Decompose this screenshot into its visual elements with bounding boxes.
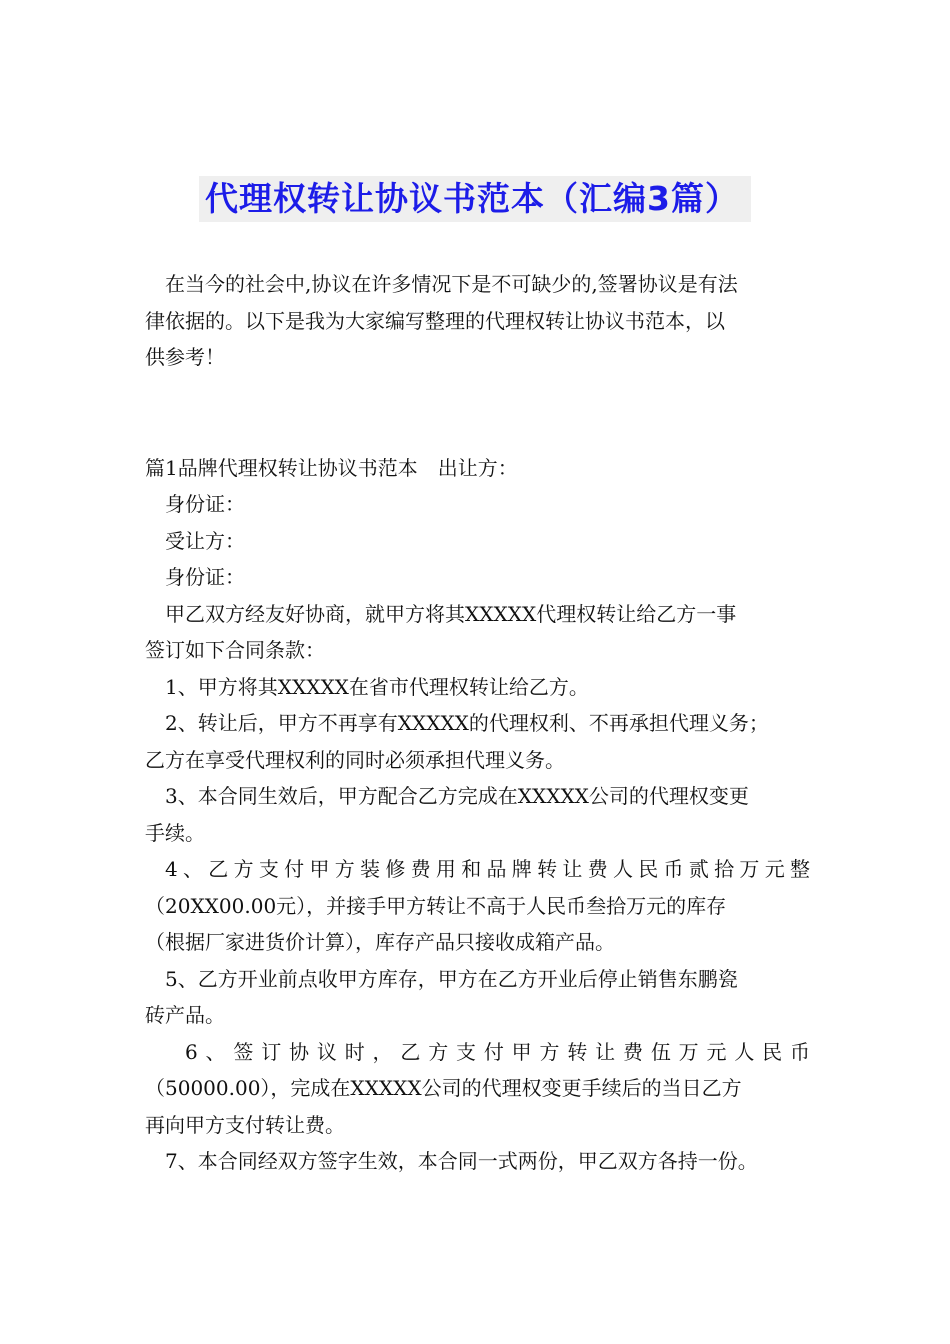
field-id-card-1: 身份证：	[165, 492, 245, 516]
clause-line: 6、签订协议时，乙方支付甲方转让费伍万元人民币	[185, 1039, 810, 1064]
clause-line: 签订如下合同条款：	[145, 638, 325, 662]
field-id-card-2: 身份证：	[165, 565, 245, 589]
clause-3	[145, 778, 810, 851]
section-heading: 篇1品牌代理权转让协议书范本 出让方：	[145, 455, 518, 480]
clause-line: （50000.00），完成在XXXXX公司的代理权变更手续后的当日乙方	[145, 1076, 742, 1100]
intro-paragraph	[145, 266, 810, 376]
intro-line: 供参考！	[145, 345, 225, 369]
intro-line: 律依据的。以下是我为大家编写整理的代理权转让协议书范本，以	[145, 308, 725, 333]
clause-line: （20XX00.00元），并接手甲方转让不高于人民币叁拾万元的库存	[145, 893, 727, 918]
clause-preamble	[145, 596, 810, 669]
clause-4	[145, 851, 810, 961]
clause-2	[145, 705, 810, 778]
clause-1	[145, 669, 810, 706]
document-body	[145, 266, 810, 1180]
clause-line: 再向甲方支付转让费。	[145, 1112, 345, 1137]
field-transferee: 受让方：	[165, 528, 245, 553]
title-area	[0, 176, 950, 222]
clause-line: 3、本合同生效后，甲方配合乙方完成在XXXXX公司的代理权变更	[165, 784, 749, 808]
document-title: 代理权转让协议书范本（汇编3篇）	[199, 176, 751, 222]
clause-line: 2、转让后，甲方不再享有XXXXX的代理权利、不再承担代理义务；	[165, 711, 769, 735]
clause-5	[145, 961, 810, 1034]
clause-line: 1、甲方将其XXXXX在省市代理权转让给乙方。	[165, 674, 589, 699]
clause-line: （根据厂家进货价计算），库存产品只接收成箱产品。	[145, 930, 615, 954]
clause-7	[145, 1143, 810, 1180]
spacer	[145, 376, 810, 450]
clause-line: 砖产品。	[145, 1003, 225, 1027]
intro-line: 在当今的社会中,协议在许多情况下是不可缺少的,签署协议是有法	[165, 272, 738, 296]
clause-line: 甲乙双方经友好协商，就甲方将其XXXXX代理权转让给乙方一事	[165, 601, 737, 626]
clause-line: 7、本合同经双方签字生效，本合同一式两份，甲乙双方各持一份。	[165, 1149, 758, 1173]
clause-line: 5、乙方开业前点收甲方库存，甲方在乙方开业后停止销售东鹏瓷	[165, 966, 738, 991]
clause-line: 手续。	[145, 820, 205, 845]
clause-line: 4、乙方支付甲方装修费用和品牌转让费人民币贰拾万元整	[165, 857, 810, 881]
clause-6	[145, 1034, 810, 1144]
clause-line: 乙方在享受代理权利的同时必须承担代理义务。	[145, 747, 565, 772]
